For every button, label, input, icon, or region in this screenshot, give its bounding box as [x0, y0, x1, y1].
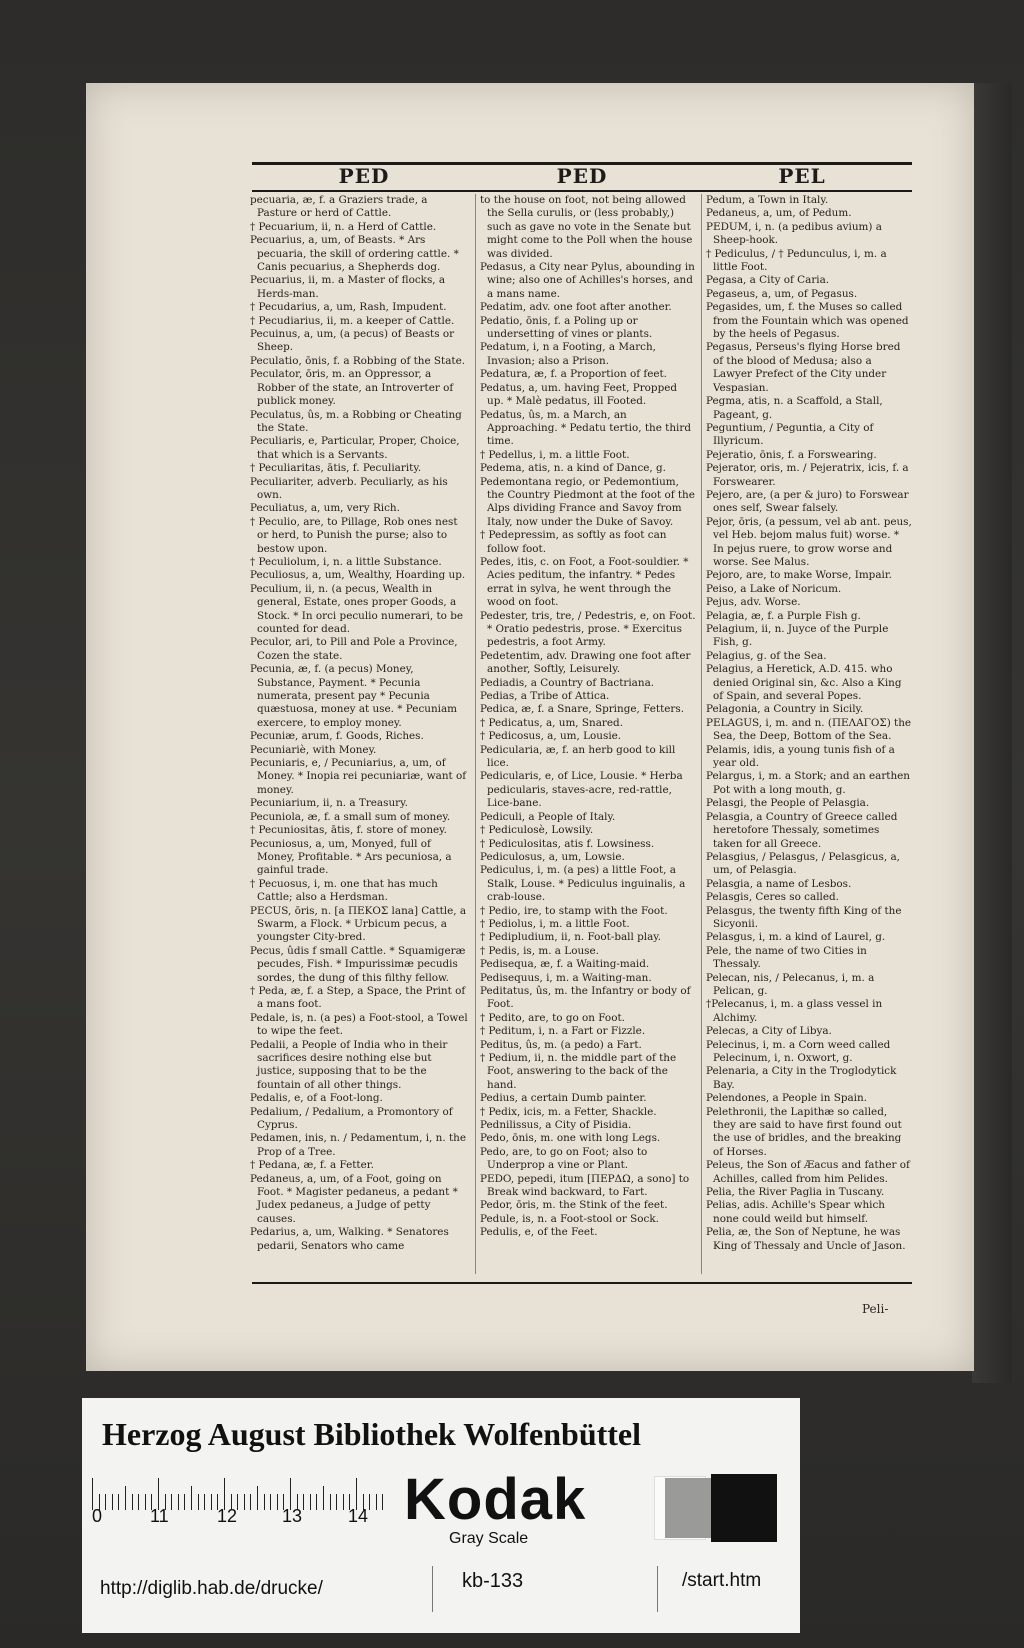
dictionary-entry: Peditus, ûs, m. (a pedo) a Fart. — [480, 1038, 642, 1051]
ruler-tick — [257, 1486, 258, 1510]
dictionary-entry: Pedicularia, æ, f. an herb good to kill lice. — [480, 743, 676, 770]
dictionary-entry: Pedias, a Tribe of Attica. — [480, 690, 610, 703]
ruler-tick — [376, 1494, 377, 1510]
dictionary-entry: Pelasgia, a name of Lesbos. — [706, 877, 852, 890]
dictionary-entry: Pegma, atis, n. a Scaffold, a Stall, Pageant, g. — [706, 395, 883, 421]
running-head-right: PEL — [778, 164, 826, 188]
ruler-tick — [336, 1494, 337, 1510]
bottom-rule — [252, 1282, 912, 1284]
ruler-tick — [323, 1486, 324, 1510]
ruler-tick — [132, 1494, 133, 1510]
dictionary-entry: Pelecan, nis, / Pelecanus, i, m. a Pelican, g. — [706, 971, 875, 997]
dictionary-entry: Pedisequus, i, m. a Waiting-man. — [480, 971, 652, 984]
dictionary-entry: Pedatus, ûs, m. a March, an Approaching. * Pedatu tertio, the third time. — [480, 408, 691, 448]
running-head-left: PED — [338, 164, 390, 188]
dictionary-entry: † Peculiaritas, ātis, f. Peculiarity. — [250, 462, 422, 475]
dictionary-entry: † Pedipludium, ii, n. Foot-ball play. — [480, 931, 662, 944]
dictionary-entry: Pecunia, æ, f. (a pecus) Money, Substance, Payment. * Pecunia numerata, present pay * Pecunia quæstuosa, money at use. * Pecuniam exercere, to employ money. — [250, 663, 458, 729]
dictionary-entry: Pelasgus, i, m. a kind of Laurel, g. — [706, 931, 886, 944]
dictionary-entry: Pedetentim, adv. Drawing one foot after another, Softly, Leisurely. — [480, 649, 691, 676]
dictionary-entry: Pedulis, e, of the Feet. — [480, 1226, 598, 1239]
dictionary-entry: Pedalii, a People of India who in their sacrifices desire nothing else but justice, supposing that to be the fountain of all other things. — [250, 1038, 448, 1091]
ruler-tick — [138, 1494, 139, 1510]
scale-number: 0 — [92, 1506, 103, 1526]
column-divider-1 — [475, 194, 476, 1274]
dictionary-entry: Pedor, ōris, m. the Stink of the feet. — [480, 1199, 668, 1212]
dictionary-entry: Pelargus, i, m. a Stork; and an earthen Pot with a long mouth, g. — [706, 770, 910, 796]
scale-number: 11 — [150, 1506, 169, 1526]
dictionary-entry: Pecuarius, ii, m. a Master of flocks, a Herds-man. — [250, 274, 446, 300]
scale-number: 14 — [348, 1506, 369, 1526]
dictionary-entry: Pelasgi, the People of Pelasgia. — [706, 797, 870, 810]
dictionary-entry: Pedarius, a, um, Walking. * Senatores pedarii, Senators who came — [250, 1226, 449, 1252]
running-head-center: PED — [556, 164, 608, 188]
gray-scale-label: Gray Scale — [449, 1530, 529, 1547]
dictionary-entry: Pelasgis, Ceres so called. — [706, 891, 839, 904]
kodak-logo: Kodak — [404, 1467, 587, 1532]
scale-number: 13 — [282, 1506, 303, 1526]
dictionary-entry: Pedatim, adv. one foot after another. — [480, 301, 672, 314]
dictionary-entry: Pelagius, g. of the Sea. — [706, 649, 827, 662]
column-right — [706, 194, 912, 1274]
dictionary-entry: Pegaseus, a, um, of Pegasus. — [706, 287, 858, 300]
dictionary-entry: Pedaneus, a, um, of a Foot, going on Foot. * Magister pedaneus, a pedant * Judex pedaneus, a Judge of petty causes. — [250, 1172, 458, 1225]
dictionary-entry: Pegasus, Perseus's flying Horse bred of the blood of Medusa; also a Lawyer Prefect of the City under Vespasian. — [706, 341, 901, 394]
ruler-tick — [178, 1494, 179, 1510]
ruler-tick — [369, 1494, 370, 1510]
dictionary-entry: Peleus, the Son of Æacus and father of Achilles, called from him Pelides. — [706, 1159, 910, 1185]
ruler-tick — [211, 1494, 212, 1510]
source-url[interactable]: http://diglib.hab.de/drucke/ — [100, 1578, 323, 1599]
shelfmark: kb-133 — [462, 1570, 524, 1592]
dictionary-entry: Pelecinus, i, m. a Corn weed called Pelecinum, i, n. Oxwort, g. — [706, 1038, 891, 1064]
dictionary-entry: † Pecuniositas, ātis, f. store of money. — [250, 824, 447, 837]
dictionary-entry: † Pedana, æ, f. a Fetter. — [250, 1159, 374, 1172]
dictionary-entry: Pedamen, inis, n. / Pedamentum, i, n. the Prop of a Tree. — [250, 1132, 466, 1158]
ruler-tick — [343, 1494, 344, 1510]
dictionary-entry: Pedatus, a, um. having Feet, Propped up. * Malè pedatus, ill Footed. — [480, 381, 678, 408]
dictionary-entry: Peculatio, ōnis, f. a Robbing of the State. — [250, 354, 466, 367]
dictionary-entry: Pedaneus, a, um, of Pedum. — [706, 207, 852, 220]
start-url[interactable]: /start.htm — [682, 1570, 762, 1591]
dictionary-entry: Pelendones, a People in Spain. — [706, 1092, 867, 1105]
dictionary-entry: Pelasgus, the twenty fifth King of the Sicyonii. — [706, 904, 902, 930]
dictionary-entry: Pecuniola, æ, f. a small sum of money. — [250, 810, 451, 823]
dictionary-entry: Peditatus, ûs, m. the Infantry or body of Foot. — [480, 984, 691, 1011]
gray-patch-black — [711, 1474, 777, 1542]
dictionary-entry: Pejus, adv. Worse. — [706, 596, 801, 609]
dictionary-entry: Pelecas, a City of Libya. — [706, 1025, 832, 1038]
ruler-tick — [237, 1494, 238, 1510]
dictionary-entry: † Pedepressim, as softly as foot can follow foot. — [480, 529, 667, 555]
dictionary-entry: † Peda, æ, f. a Step, a Space, the Print of a mans foot. — [250, 984, 466, 1011]
dictionary-entry: Pedemontana regio, or Pedemontium, the Country Piedmont at the foot of the Alps dividing France and Savoy from Italy, now under the Duke of Savoy. — [480, 475, 695, 528]
dictionary-entry: Pediculosus, a, um, Lowsie. — [480, 850, 625, 863]
head-rule — [252, 190, 912, 192]
dictionary-entry: † Pedio, ire, to stamp with the Foot. — [480, 904, 668, 917]
dictionary-entry: Pelethronii, the Lapithæ so called, they are said to have first found out the use of bridles, and the breaking of Horses. — [706, 1105, 902, 1158]
dictionary-entry: Peiso, a Lake of Noricum. — [706, 582, 842, 595]
dictionary-entry: Pedalium, / Pedalium, a Promontory of Cyprus. — [250, 1105, 453, 1132]
dictionary-entry: Pecuarius, a, um, of Beasts. * Ars pecuaria, the skill of ordering cattle. * Canis pecuarius, a Shepherds dog. — [250, 234, 459, 274]
dictionary-entry: Pelia, the River Paglia in Tuscany. — [706, 1186, 885, 1199]
dictionary-entry: Pecuniarium, ii, n. a Treasury. — [250, 797, 408, 810]
dictionary-entry: Pedum, a Town in Italy. — [706, 194, 829, 206]
ruler-tick — [330, 1494, 331, 1510]
dictionary-entry: Pecuniæ, arum, f. Goods, Riches. — [250, 730, 424, 743]
dictionary-entry: Pedatio, ōnis, f. a Poling up or undersetting of vines or plants. — [480, 314, 653, 341]
dictionary-entry: † Pecuarium, ii, n. a Herd of Cattle. — [250, 220, 437, 233]
dictionary-entry: Pedius, a certain Dumb painter. — [480, 1092, 647, 1105]
ruler-tick — [112, 1494, 113, 1510]
dictionary-entry: pecuaria, æ, f. a Graziers trade, a Pasture or herd of Cattle. — [250, 194, 428, 220]
scale-number: 12 — [217, 1506, 238, 1526]
ruler-tick — [244, 1494, 245, 1510]
dictionary-entry: † Pediculositas, atis f. Lowsiness. — [480, 837, 655, 850]
ruler-tick — [198, 1494, 199, 1510]
library-scan-card — [82, 1398, 800, 1633]
dictionary-entry: Pelia, æ, the Son of Neptune, he was King of Thessaly and Uncle of Jason. — [706, 1226, 906, 1252]
dictionary-entry: Peculiatus, a, um, very Rich. — [250, 502, 400, 515]
ruler-tick — [310, 1494, 311, 1510]
dictionary-entry: Peculium, ii, n. (a pecus, Wealth in general, Estate, ones proper Goods, a Stock. * In orci peculio numerari, to be counted for dead. — [250, 582, 464, 635]
scale-ruler — [92, 1478, 392, 1510]
dictionary-entry: Pedema, atis, n. a kind of Dance, g. — [480, 462, 666, 475]
dictionary-entry: Pegasa, a City of Caria. — [706, 274, 830, 287]
dictionary-entry: Peculiariter, adverb. Peculiarly, as his own. — [250, 475, 448, 501]
dictionary-entry: † Pedicosus, a, um, Lousie. — [480, 730, 622, 743]
dictionary-entry: Pedo, ōnis, m. one with long Legs. — [480, 1132, 661, 1145]
dictionary-entry: Peculiosus, a, um, Wealthy, Hoarding up. — [250, 569, 466, 582]
card-divider — [657, 1566, 658, 1612]
dictionary-entry: Peguntium, / Peguntia, a City of Illyricum. — [706, 421, 874, 448]
dictionary-entry: † Peculio, are, to Pillage, Rob ones nest or herd, to Punish the purse; also to bestow upon. — [250, 515, 458, 555]
dictionary-entry: † Pedicatus, a, um, Snared. — [480, 716, 623, 729]
dictionary-entry: Pedale, is, n. (a pes) a Foot-stool, a Towel to wipe the feet. — [250, 1011, 468, 1038]
ruler-tick — [118, 1494, 119, 1510]
dictionary-entry: Pelagia, æ, f. a Purple Fish g. — [706, 609, 861, 622]
dictionary-entry: Pedes, itis, c. on Foot, a Foot-souldier. * Acies peditum, the infantry. * Pedes errat in sylva, he went through the wood on foot. — [480, 555, 689, 609]
dictionary-entry: Pedicularis, e, of Lice, Lousie. * Herba pedicularis, staves-acre, red-rattle, Lice-bane. — [480, 770, 683, 810]
ruler-tick — [316, 1494, 317, 1510]
dictionary-entry: † Pediculus, / † Pedunculus, i, m. a little Foot. — [706, 247, 887, 274]
dictionary-entry: † Peditum, i, n. a Fart or Fizzle. — [480, 1025, 646, 1038]
dictionary-entry: Pelasgia, a Country of Greece called heretofore Thessaly, sometimes taken for all Greece. — [706, 810, 898, 850]
dictionary-entry: Pelasgius, / Pelasgus, / Pelasgicus, a, um, of Pelasgia. — [706, 850, 900, 877]
ruler-tick — [382, 1494, 383, 1510]
dictionary-entry: †Pelecanus, i, m. a glass vessel in Alchimy. — [706, 998, 883, 1024]
ruler-tick — [277, 1494, 278, 1510]
dictionary-entry: PEDO, pepedi, itum [ΠΕΡΔΩ, a sono] to Break wind backward, to Fart. — [480, 1172, 690, 1199]
dictionary-entry: Pedatum, i, n a Footing, a March, Invasion; also a Prison. — [480, 341, 656, 367]
dictionary-entry: Pejerator, oris, m. / Pejeratrix, icis, f. a Forswearer. — [706, 462, 909, 488]
ruler-tick — [303, 1494, 304, 1510]
dictionary-entry: † Pecudarius, a, um, Rash, Impudent. — [250, 301, 447, 314]
dictionary-entry: Pedatura, æ, f. a Proportion of feet. — [480, 368, 667, 381]
dictionary-entry: Peculiaris, e, Particular, Proper, Choice, that which is a Servants. — [250, 435, 460, 461]
dictionary-entry: Pelenaria, a City in the Troglodytick Bay. — [706, 1065, 897, 1091]
dictionary-entry: Pecuinus, a, um, (a pecus) of Beasts or Sheep. — [250, 328, 455, 354]
dictionary-entry: Pecuniosus, a, um, Monyed, full of Money, Profitable. * Ars pecuniosa, a gainful trade. — [250, 837, 452, 877]
dictionary-entry: † Pediolus, i, m. a little Foot. — [480, 917, 630, 930]
dictionary-entry: † Pediculosè, Lowsily. — [480, 824, 594, 837]
column-middle — [480, 194, 696, 1274]
ruler-tick — [171, 1494, 172, 1510]
dictionary-entry: Pejoro, are, to make Worse, Impair. — [706, 569, 892, 582]
dictionary-entry: Pednilissus, a City of Pisidia. — [480, 1119, 632, 1132]
ruler-tick — [105, 1494, 106, 1510]
dictionary-entry: Pedester, tris, tre, / Pedestris, e, on Foot. * Oratio pedestris, prose. * Exercitus pedestris, a foot Army. — [480, 609, 696, 649]
dictionary-entry: Pediculus, i, m. (a pes) a little Foot, a Stalk, Louse. * Pediculus inguinalis, a crab-louse. — [480, 864, 686, 904]
dictionary-entry: PELAGUS, i, m. and n. (ΠΕΛΑΓΟΣ) the Sea, the Deep, Bottom of the Sea. — [706, 716, 912, 743]
dictionary-entry: PECUS, ōris, n. [a ΠΕΚΟΣ lana] Cattle, a Swarm, a Flock. * Urbicum pecus, a youngster City-bred. — [250, 904, 467, 944]
dictionary-entry: Pediadis, a Country of Bactriana. — [480, 676, 655, 689]
dictionary-entry: Pele, the name of two Cities in Thessaly. — [706, 944, 867, 971]
dictionary-entry: † Pedis, is, m. a Louse. — [480, 944, 599, 957]
dictionary-entry: Pedasus, a City near Pylus, abounding in wine; also one of Achilles's horses, and a mans name. — [480, 261, 695, 300]
dictionary-entry: Pejero, are, (a per & juro) to Forswear ones self, Swear falsely. — [706, 488, 909, 515]
ruler-tick — [145, 1494, 146, 1510]
dictionary-entry: Pedo, are, to go on Foot; also to Underprop a vine or Plant. — [480, 1145, 648, 1172]
dictionary-entry: Pegasides, um, f. the Muses so called from the Fountain which was opened by the heels of Pegasus. — [706, 301, 909, 341]
dictionary-entry: Pejeratio, ōnis, f. a Forswearing. — [706, 448, 877, 461]
dictionary-entry: Peculor, ari, to Pill and Pole a Province, Cozen the state. — [250, 636, 458, 662]
column-left — [250, 194, 470, 1274]
dictionary-entry: Pelagium, ii, n. Juyce of the Purple Fish, g. — [706, 623, 889, 649]
dictionary-entry: Pediculi, a People of Italy. — [480, 810, 616, 823]
library-title: Herzog August Bibliothek Wolfenbüttel — [102, 1416, 642, 1452]
dictionary-entry: Pedisequa, æ, f. a Waiting-maid. — [480, 958, 650, 971]
page-edge-shadow — [972, 83, 1012, 1383]
dictionary-entry: Pelias, adis. Achille's Spear which none could weild but himself. — [706, 1199, 885, 1225]
dictionary-entry: † Pedellus, i, m. a little Foot. — [480, 448, 630, 461]
dictionary-entry: † Pedium, ii, n. the middle part of the Foot, answering to the back of the hand. — [480, 1052, 677, 1091]
dictionary-entry: † Peculiolum, i, n. a little Substance. — [250, 555, 442, 568]
dictionary-entry: † Pedix, icis, m. a Fetter, Shackle. — [480, 1105, 657, 1118]
dictionary-entry: † Pecudiarius, ii, m. a keeper of Cattle. — [250, 314, 455, 327]
ruler-tick — [184, 1494, 185, 1510]
ruler-tick — [250, 1494, 251, 1510]
dictionary-entry: Peculatus, ûs, m. a Robbing or Cheating the State. — [250, 408, 462, 434]
dictionary-entry: Pelagonia, a Country in Sicily. — [706, 703, 864, 716]
ruler-tick — [204, 1494, 205, 1510]
catchword: Peli- — [862, 1302, 889, 1316]
printed-text-block — [252, 162, 912, 1332]
dictionary-entry: to the house on foot, not being allowed the Sella curulis, or (less probably,) such as gave no vote in the Senate but might come to the Poll when the house was divided. — [480, 194, 693, 260]
dictionary-entry: Pecuniaris, e, / Pecuniarius, a, um, of Money. * Inopia rei pecuniariæ, want of money. — [250, 757, 467, 796]
dictionary-entry: † Pecuosus, i, m. one that has much Cattle; also a Herdsman. — [250, 877, 438, 904]
ruler-tick — [125, 1486, 126, 1510]
ruler-tick — [264, 1494, 265, 1510]
dictionary-entry: Pecus, ûdis f small Cattle. * Squamigeræ pecudes, Fish. * Impurissimæ pecudis sordes, the dung of this filthy fellow. — [250, 944, 466, 984]
gray-patch-mid — [665, 1478, 713, 1538]
dictionary-entry: Pelamis, idis, a young tunis fish of a year old. — [706, 743, 895, 770]
column-divider-2 — [701, 194, 702, 1274]
dictionary-entry: Pecuniariè, with Money. — [250, 743, 377, 756]
card-divider — [432, 1566, 433, 1612]
dictionary-entry: Pelagius, a Heretick, A.D. 415. who denied Original sin, &c. Also a King of Spain, and several Popes. — [706, 663, 902, 703]
dictionary-entry: Peculator, ōris, m. an Oppressor, a Robber of the state, an Introverter of publick money. — [250, 368, 454, 408]
dictionary-entry: Pedica, æ, f. a Snare, Springe, Fetters. — [480, 703, 684, 716]
dictionary-entry: Pedalis, e, of a Foot-long. — [250, 1092, 383, 1105]
dictionary-entry: † Pedito, are, to go on Foot. — [480, 1011, 625, 1024]
ruler-tick — [270, 1494, 271, 1510]
ruler-tick — [191, 1486, 192, 1510]
dictionary-entry: PEDUM, i, n. (a pedibus avium) a Sheep-hook. — [706, 220, 882, 247]
dictionary-entry: Pejor, ōris, (a pessum, vel ab ant. peus, vel Heb. bejom malus fuit) worse. * In pejus ruere, to grow worse and worse. See Malus. — [706, 515, 912, 568]
dictionary-entry: Pedule, is, n. a Foot-stool or Sock. — [480, 1212, 659, 1225]
